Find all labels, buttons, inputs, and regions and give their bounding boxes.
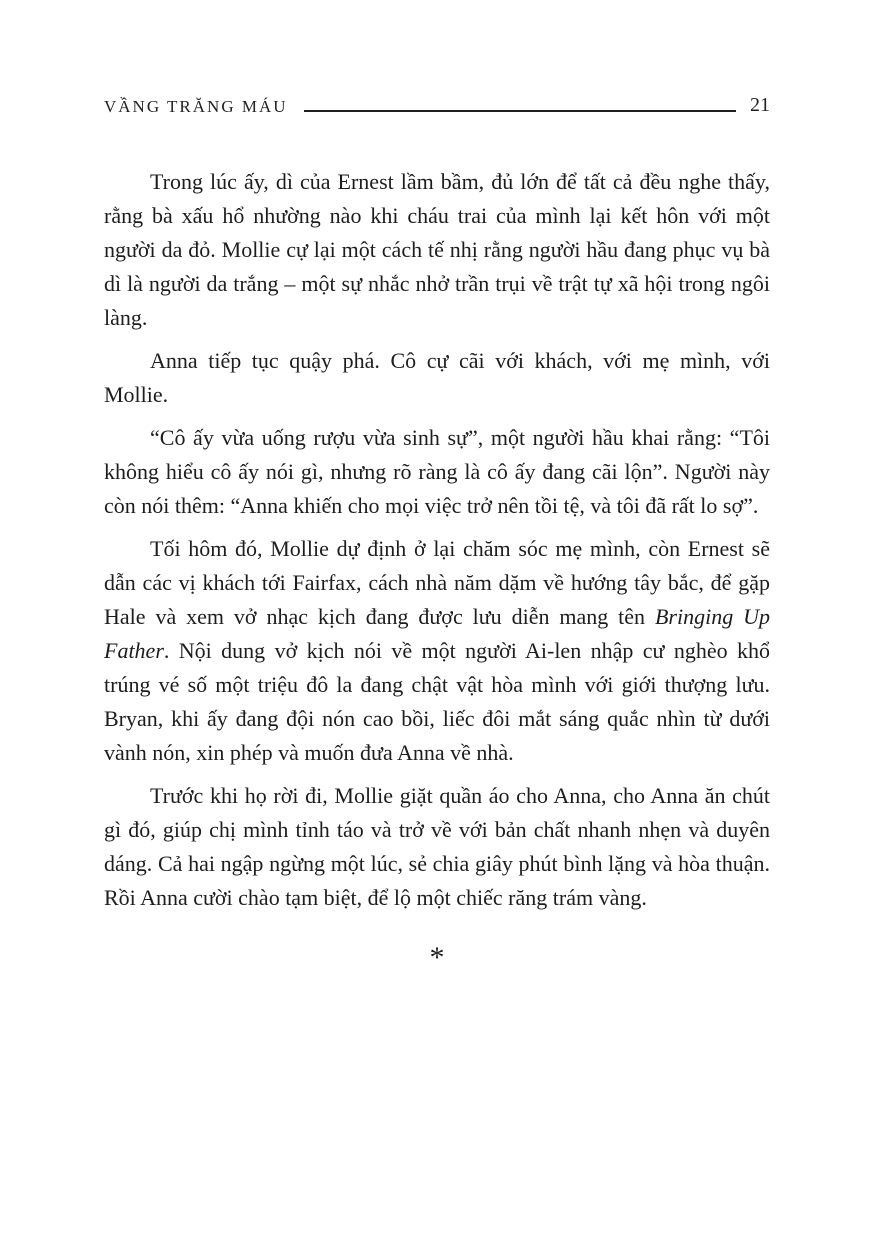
header-divider <box>304 110 736 112</box>
paragraph-text: . Nội dung vở kịch nói về một người Ai-len nhập cư nghèo khổ trúng vé số một triệu đô la đang chật vật hòa mình với giới thượng lưu. Bryan, khi ấy đang đội nón cao bồi, liếc đôi mắt sáng quắc nhìn từ dưới vành nón, xin phép và muốn đưa Anna về nhà. <box>104 638 770 765</box>
page-header <box>104 94 770 117</box>
running-head-title: VẦNG TRĂNG MÁU <box>104 97 288 116</box>
page-body <box>104 165 770 975</box>
book-title-italic: Bringing Up Father <box>104 604 770 663</box>
paragraph-text: Tối hôm đó, Mollie dự định ở lại chăm sóc mẹ mình, còn Ernest sẽ dẫn các vị khách tới Fairfax, cách nhà năm dặm về hướng tây bắc, để gặp Hale và xem vở nhạc kịch đang được lưu diễn mang tên <box>104 536 770 629</box>
paragraph: Trước khi họ rời đi, Mollie giặt quần áo cho Anna, cho Anna ăn chút gì đó, giúp chị mình tỉnh táo và trở về với bản chất nhanh nhẹn và duyên dáng. Cả hai ngập ngừng một lúc, sẻ chia giây phút bình lặng và hòa thuận. Rồi Anna cười chào tạm biệt, để lộ một chiếc răng trám vàng. <box>104 783 770 910</box>
paragraph <box>104 532 770 770</box>
paragraph: Anna tiếp tục quậy phá. Cô cự cãi với khách, với mẹ mình, với Mollie. <box>104 348 770 407</box>
paragraph: Trong lúc ấy, dì của Ernest lầm bầm, đủ lớn để tất cả đều nghe thấy, rằng bà xấu hổ nhường nào khi cháu trai của mình lại kết hôn với một người da đỏ. Mollie cự lại một cách tế nhị rằng người hầu đang phục vụ bà dì là người da trắng – một sự nhắc nhở trần trụi về trật tự xã hội trong ngôi làng. <box>104 169 770 330</box>
section-break-asterisk: * <box>429 941 445 974</box>
page-number: 21 <box>750 94 770 116</box>
paragraph: “Cô ấy vừa uống rượu vừa sinh sự”, một người hầu khai rằng: “Tôi không hiểu cô ấy nói gì, nhưng rõ ràng là cô ấy đang cãi lộn”. Người này còn nói thêm: “Anna khiến cho mọi việc trở nên tồi tệ, và tôi đã rất lo sợ”. <box>104 425 770 518</box>
